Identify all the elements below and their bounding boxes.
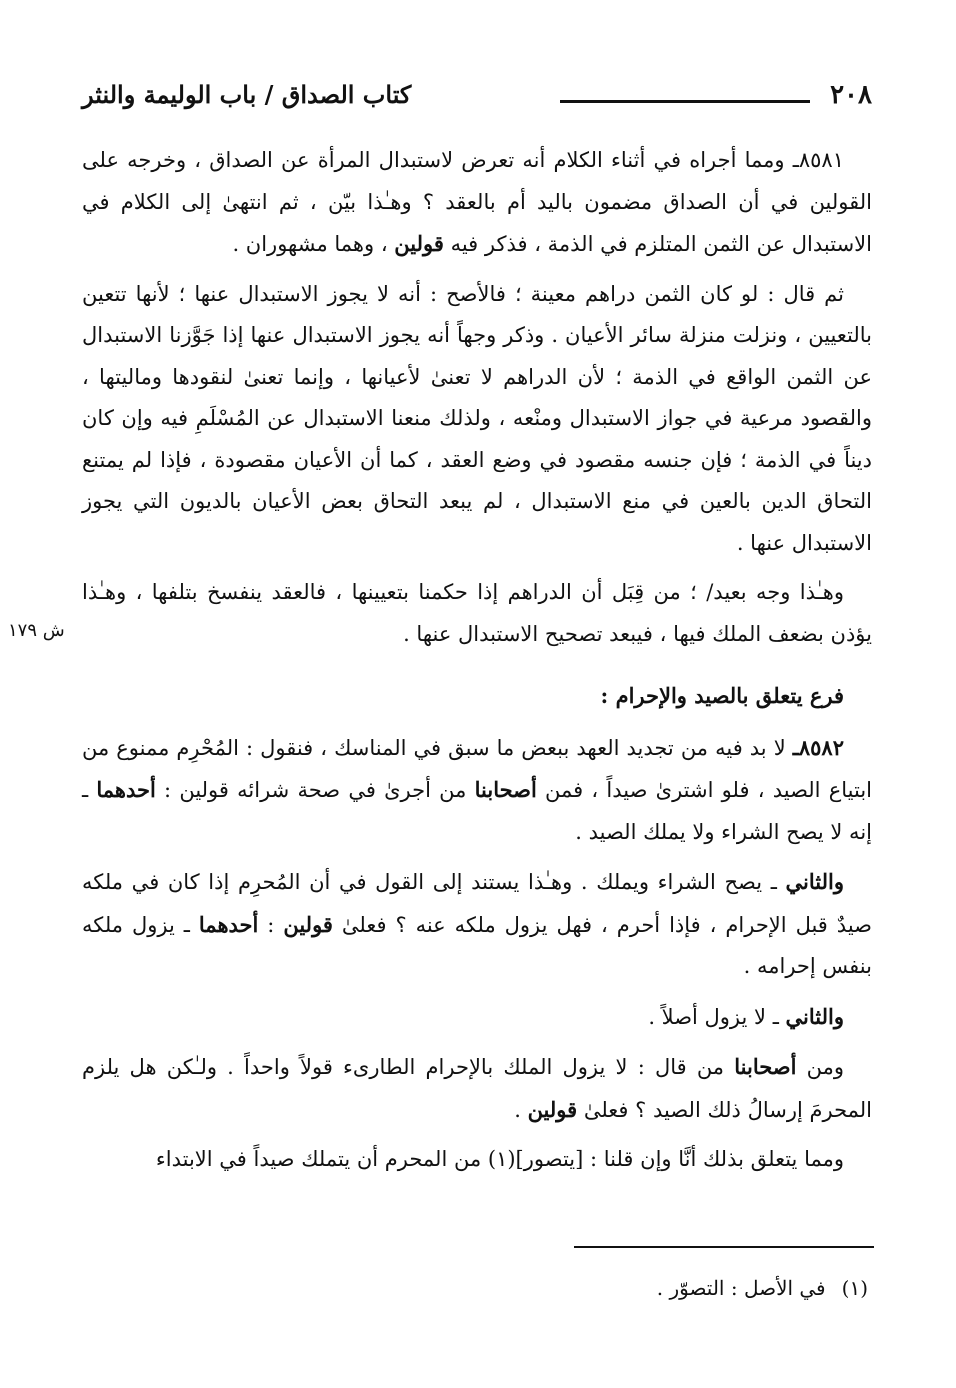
text-run: : <box>600 683 616 708</box>
text-run: لا بد فيه من تجديد العهد ببعض ما سبق في المناسك ، فنقول : المُحْرِم ممنوع من ابتياع الصيد ، فلو اشترىٰ صيداً ، فمن <box>82 735 873 802</box>
body-text <box>82 140 872 1189</box>
text-run: وهـٰذا وجه بعيد/ ؛ من قِبَل أن الدراهم إذا حكمنا بتعيينها ، فالعقد ينفسخ بتلفها ، وهـٰذا يؤذن بضعف الملك فيها ، فيبعد تصحيح الاستبدال عنها . <box>82 580 872 646</box>
bold-term: أصحابنا <box>734 1054 797 1079</box>
paragraph <box>82 274 872 565</box>
text-run: : <box>258 912 284 937</box>
bold-term: والثاني <box>785 869 844 894</box>
text-run: ـ يزول ملكه بنفس إحرامه . <box>82 912 872 978</box>
paragraph <box>82 140 872 266</box>
paragraph <box>82 1139 872 1181</box>
bold-term: قولين <box>527 1096 578 1122</box>
bold-term: أصحابنا <box>474 777 537 802</box>
bold-term: قولين <box>394 231 444 256</box>
text-run: . <box>514 1097 528 1122</box>
text-run: ـ إنه لا يصح الشراء ولا يملك الصيد . <box>82 778 872 844</box>
footnote-text: في الأصل : التصوّر . <box>656 1276 826 1300</box>
text-run: ومما يتعلق بذلك أنَّا وإن قلنا : [يتصور](١) من المحرم أن يتملك صيداً في الابتداء <box>155 1147 844 1171</box>
text-run: ـ لا يزول أصلاً . <box>648 1004 786 1029</box>
running-header <box>82 78 872 118</box>
paragraph <box>82 572 872 655</box>
text-run: ٨٥٨١ـ ومما أجراه في أثناء الكلام أنه تعرض لاستبدال المرأة عن الصداق ، وخرجه على القولين في أن الصداق مضمون باليد أم بالعقد ؟ وهـٰذا بيّن ، ثم انتهىٰ إلى الكلام في الاستبدال عن الثمن المتلزم في الذمة ، فذكر فيه <box>82 148 872 256</box>
page-number: ٢٠٨ <box>830 80 872 110</box>
bold-term: ٨٥٨٢ـ <box>792 734 844 760</box>
paragraph <box>82 861 872 988</box>
bold-term: فرع يتعلق بالصيد والإحرام <box>615 683 844 708</box>
footnote-number: (١) <box>841 1276 868 1300</box>
text-run: ، وهما مشهوران . <box>232 232 395 256</box>
margin-marker: ش ١٧٩ <box>8 620 65 641</box>
bold-term: والثاني <box>785 1003 844 1029</box>
bold-term: أحدهما <box>96 777 156 802</box>
paragraph <box>82 727 872 854</box>
section-heading <box>82 675 872 717</box>
header-title: كتاب الصداق / باب الوليمة والنثر <box>82 80 412 109</box>
bold-term: قولين <box>283 911 333 937</box>
paragraph <box>82 996 872 1039</box>
text-run: من أجرىٰ في صحة شرائه قولين : <box>155 778 475 802</box>
text-run: ـ يصح الشراء ويملك . وهـٰذا يستند إلى القول في أن المُحرِم إذا كان في ملكه صيدٌ قبل الإحرام ، فإذا أحرم ، فهل يزول ملكه عنه ؟ فعلىٰ <box>82 870 872 937</box>
text-run: ومن <box>796 1055 844 1079</box>
footnote <box>657 1276 868 1300</box>
header-rule <box>560 100 810 103</box>
bold-term: أحدهما <box>198 911 259 937</box>
paragraph <box>82 1046 872 1131</box>
text-run: من قال : لا يزول الملك بالإحرام الطارىء قولاً واحداً . ولـٰكن هل يلزم المحرمَ إرسالُ ذلك الصيد ؟ فعلىٰ <box>82 1055 872 1122</box>
text-run: ثم قال : لو كان الثمن دراهم معينة ؛ فالأصح : أنه لا يجوز الاستبدال عنها ؛ لأنها تتعين بالتعيين ، ونزلت منزلة سائر الأعيان . وذكر وجهاً أنه يجوز الاستبدال عنها إذا جَوَّزنا الاستبدال عن الثمن الواقع في الذمة ؛ لأن الدراهم لا تعنىٰ لأعيانها ، وإنما تعنىٰ لنقودها وماليتها ، والقصود مرعية في جواز الاستبدال ومنْعه ، ولذلك منعنا الاستبدال عن المُسْلَمِ فيه وإن كان ديناً في الذمة ؛ فإن جنسه مقصود في وضع العقد ، كما أن الأعيان مقصودة ، فإذا لم يمتنع التحاق الدين بالعين في منع الاستبدال ، لم يبعد التحاق بعض الأعيان بالديون التي يجوز الاستبدال عنها . <box>82 281 873 555</box>
footnote-separator <box>574 1246 874 1248</box>
